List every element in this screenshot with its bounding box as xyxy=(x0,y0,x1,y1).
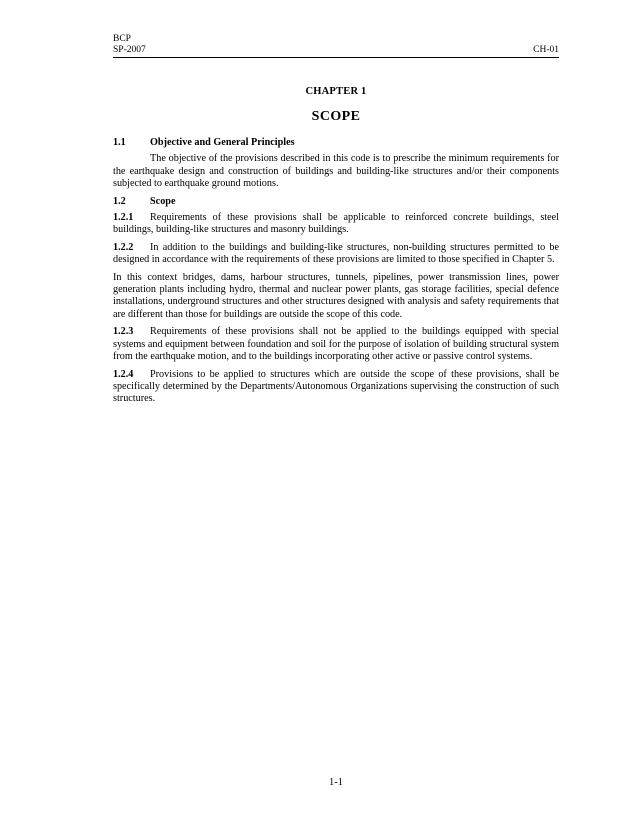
subsection-number: 1.2.4 xyxy=(113,368,134,380)
page-number: 1-1 xyxy=(329,777,343,788)
section-number: 1.1 xyxy=(113,137,126,148)
page-header xyxy=(113,34,559,56)
paragraph-1-2-4 xyxy=(113,369,559,406)
header-row xyxy=(113,45,559,56)
paragraph-1-1: The objective of the provisions described in this code is to prescribe the minimum requirements for the earthquake design and construction of buildings and building-like structures and/or their components subjected to earthquake ground motions. xyxy=(113,153,559,190)
header-chapter-ref: CH-01 xyxy=(533,45,559,55)
section-title: Objective and General Principles xyxy=(150,137,295,148)
header-divider xyxy=(113,57,559,58)
chapter-label: CHAPTER 1 xyxy=(305,86,367,97)
document-body xyxy=(113,137,559,411)
paragraph-text: Requirements of these provisions shall be applicable to reinforced concrete buildings, steel buildings, building-like structures and masonry buildings. xyxy=(113,212,559,236)
header-org: BCP xyxy=(113,34,131,44)
subsection-number: 1.2.2 xyxy=(113,241,134,253)
paragraph-text: In addition to the buildings and building-like structures, non-building structures permitted to be designed in accordance with the requirements of these provisions are limited to those specified in Chapter 5. xyxy=(113,241,559,266)
section-heading-1-1 xyxy=(113,137,559,149)
paragraph-text: Provisions to be applied to structures which are outside the scope of these provisions, shall be specifically determined by the Departments/Autonomous Organizations supervising the construction of such structures. xyxy=(113,368,559,405)
section-title: Scope xyxy=(150,195,176,207)
subsection-number: 1.2.3 xyxy=(113,326,134,338)
paragraph-1-2-3 xyxy=(113,326,559,363)
header-code: SP-2007 xyxy=(113,45,146,55)
paragraph-text: Requirements of these provisions shall not be applied to the buildings equipped with special systems and equipment between foundation and soil for the purpose of isolation of building structural system from the earthquake motion, and to the buildings incorporating other active or passive control systems. xyxy=(113,326,559,363)
paragraph-1-2-1 xyxy=(113,212,559,237)
paragraph-1-2-2 xyxy=(113,242,559,267)
section-heading-1-2 xyxy=(113,196,559,208)
subsection-number: 1.2.1 xyxy=(113,212,134,224)
section-number: 1.2 xyxy=(113,195,126,207)
page-title: SCOPE xyxy=(311,109,361,124)
paragraph-1-2-2-continued: In this context bridges, dams, harbour structures, tunnels, pipelines, power transmission lines, power generation plants including hydro, thermal and nuclear power plants, gas storage facilities, special defence installations, underground structures and other structures designed with analysis and safety requirements that are different than those for buildings are outside the scope of this code. xyxy=(113,271,559,320)
